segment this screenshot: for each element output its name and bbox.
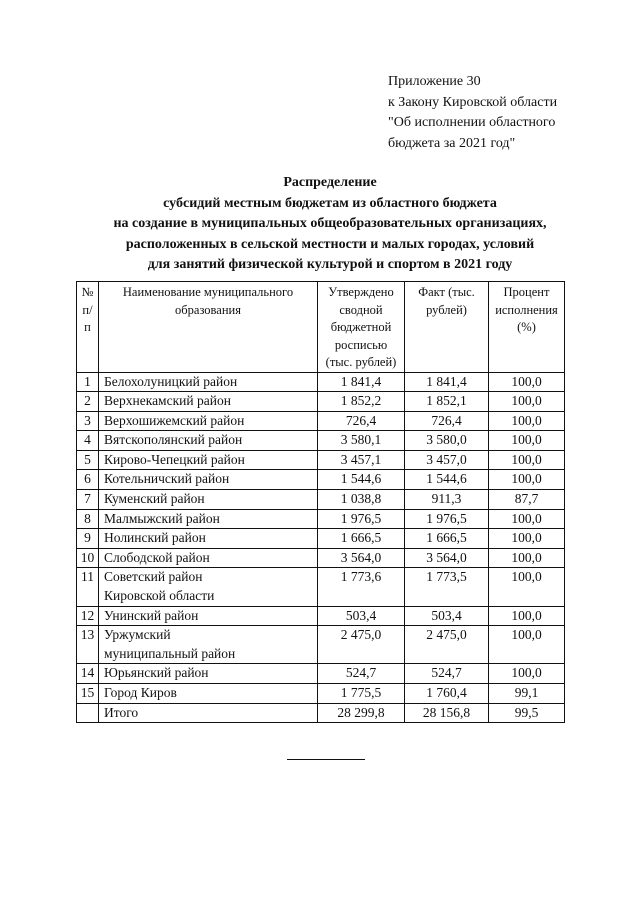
total-label: Итого xyxy=(99,703,318,723)
total-fact: 28 156,8 xyxy=(405,703,489,723)
header-name: Наименование муниципального образования xyxy=(99,282,318,373)
row-percent: 100,0 xyxy=(489,606,565,626)
table-row xyxy=(77,509,565,529)
row-percent: 100,0 xyxy=(489,450,565,470)
appendix-line: бюджета за 2021 год" xyxy=(388,135,516,151)
row-percent: 100,0 xyxy=(489,664,565,684)
row-fact: 1 666,5 xyxy=(405,529,489,549)
row-fact: 503,4 xyxy=(405,606,489,626)
table-row xyxy=(77,392,565,412)
row-approved: 1 852,2 xyxy=(318,392,405,412)
row-name: Вятскополянский район xyxy=(99,431,318,451)
row-name: Город Киров xyxy=(99,684,318,704)
row-percent: 99,1 xyxy=(489,684,565,704)
row-approved: 726,4 xyxy=(318,411,405,431)
table-row xyxy=(77,529,565,549)
row-name: Малмыжский район xyxy=(99,509,318,529)
total-approved: 28 299,8 xyxy=(318,703,405,723)
row-approved: 1 038,8 xyxy=(318,490,405,510)
row-name: Слободской район xyxy=(99,548,318,568)
total-num xyxy=(77,703,99,723)
title-line: Распределение xyxy=(283,175,377,190)
row-percent: 100,0 xyxy=(489,470,565,490)
row-approved: 524,7 xyxy=(318,664,405,684)
row-fact: 524,7 xyxy=(405,664,489,684)
row-percent: 100,0 xyxy=(489,529,565,549)
row-num: 14 xyxy=(77,664,99,684)
appendix-line: Приложение 30 xyxy=(388,74,481,89)
row-name: Нолинский район xyxy=(99,529,318,549)
row-fact: 1 544,6 xyxy=(405,470,489,490)
row-percent: 100,0 xyxy=(489,411,565,431)
row-fact: 3 580,0 xyxy=(405,431,489,451)
subsidy-table xyxy=(76,281,565,723)
row-approved: 1 775,5 xyxy=(318,684,405,704)
row-name: Кирово-Чепецкий район xyxy=(99,450,318,470)
row-fact: 726,4 xyxy=(405,411,489,431)
row-fact: 1 852,1 xyxy=(405,392,489,412)
table-row xyxy=(77,470,565,490)
row-approved: 1 544,6 xyxy=(318,470,405,490)
row-name: Уржумский муниципальный район xyxy=(99,626,318,664)
table-row xyxy=(77,450,565,470)
row-percent: 100,0 xyxy=(489,568,565,606)
table-row xyxy=(77,431,565,451)
header-approved: Утверждено сводной бюджетной росписью (тыс. рублей) xyxy=(318,282,405,373)
row-num: 1 xyxy=(77,372,99,392)
row-percent: 100,0 xyxy=(489,626,565,664)
row-approved: 503,4 xyxy=(318,606,405,626)
row-approved: 1 666,5 xyxy=(318,529,405,549)
row-num: 10 xyxy=(77,548,99,568)
row-name: Юрьянский район xyxy=(99,664,318,684)
row-fact: 1 976,5 xyxy=(405,509,489,529)
row-percent: 87,7 xyxy=(489,490,565,510)
row-fact: 1 841,4 xyxy=(405,372,489,392)
header-fact: Факт (тыс. рублей) xyxy=(405,282,489,373)
title-line: расположенных в сельской местности и малых городах, условий xyxy=(125,236,535,252)
table-row xyxy=(77,606,565,626)
appendix-line: "Об исполнении областного xyxy=(388,115,556,130)
row-approved: 1 976,5 xyxy=(318,509,405,529)
row-percent: 100,0 xyxy=(489,372,565,392)
row-name: Белохолуницкий район xyxy=(99,372,318,392)
title-line: субсидий местным бюджетам из областного бюджета xyxy=(163,195,497,211)
row-name: Куменский район xyxy=(99,490,318,510)
end-divider xyxy=(287,759,365,760)
row-num: 3 xyxy=(77,411,99,431)
title-line: на создание в муниципальных общеобразовательных организациях, xyxy=(113,216,547,231)
row-approved: 2 475,0 xyxy=(318,626,405,664)
row-approved: 1 773,6 xyxy=(318,568,405,606)
table-row xyxy=(77,568,565,606)
total-row xyxy=(77,703,565,723)
row-num: 5 xyxy=(77,450,99,470)
row-percent: 100,0 xyxy=(489,509,565,529)
row-num: 6 xyxy=(77,470,99,490)
title-line: для занятий физической культурой и спортом в 2021 году xyxy=(147,257,513,272)
row-name: Котельничский район xyxy=(99,470,318,490)
table-row xyxy=(77,490,565,510)
row-num: 11 xyxy=(77,568,99,606)
row-approved: 3 580,1 xyxy=(318,431,405,451)
row-percent: 100,0 xyxy=(489,431,565,451)
row-num: 13 xyxy=(77,626,99,664)
row-num: 15 xyxy=(77,684,99,704)
table-row xyxy=(77,548,565,568)
appendix-reference xyxy=(388,72,557,154)
row-num: 12 xyxy=(77,606,99,626)
row-num: 8 xyxy=(77,509,99,529)
row-fact: 3 564,0 xyxy=(405,548,489,568)
table-header-row xyxy=(77,282,565,373)
row-num: 9 xyxy=(77,529,99,549)
table-row xyxy=(77,411,565,431)
row-approved: 3 457,1 xyxy=(318,450,405,470)
row-name: Советский район Кировской области xyxy=(99,568,318,606)
table-row xyxy=(77,372,565,392)
table-row xyxy=(77,626,565,664)
row-approved: 1 841,4 xyxy=(318,372,405,392)
header-percent: Процент исполнения (%) xyxy=(489,282,565,373)
header-num: № п/п xyxy=(77,282,99,373)
row-fact: 911,3 xyxy=(405,490,489,510)
row-name: Верхошижемский район xyxy=(99,411,318,431)
document-title xyxy=(60,173,600,276)
row-fact: 1 760,4 xyxy=(405,684,489,704)
row-approved: 3 564,0 xyxy=(318,548,405,568)
row-name: Верхнекамский район xyxy=(99,392,318,412)
appendix-line: к Закону Кировской области xyxy=(388,94,558,110)
row-num: 7 xyxy=(77,490,99,510)
row-num: 2 xyxy=(77,392,99,412)
total-percent: 99,5 xyxy=(489,703,565,723)
row-num: 4 xyxy=(77,431,99,451)
table-row xyxy=(77,684,565,704)
row-percent: 100,0 xyxy=(489,548,565,568)
row-fact: 2 475,0 xyxy=(405,626,489,664)
row-fact: 3 457,0 xyxy=(405,450,489,470)
row-fact: 1 773,5 xyxy=(405,568,489,606)
row-name: Унинский район xyxy=(99,606,318,626)
row-percent: 100,0 xyxy=(489,392,565,412)
table-row xyxy=(77,664,565,684)
